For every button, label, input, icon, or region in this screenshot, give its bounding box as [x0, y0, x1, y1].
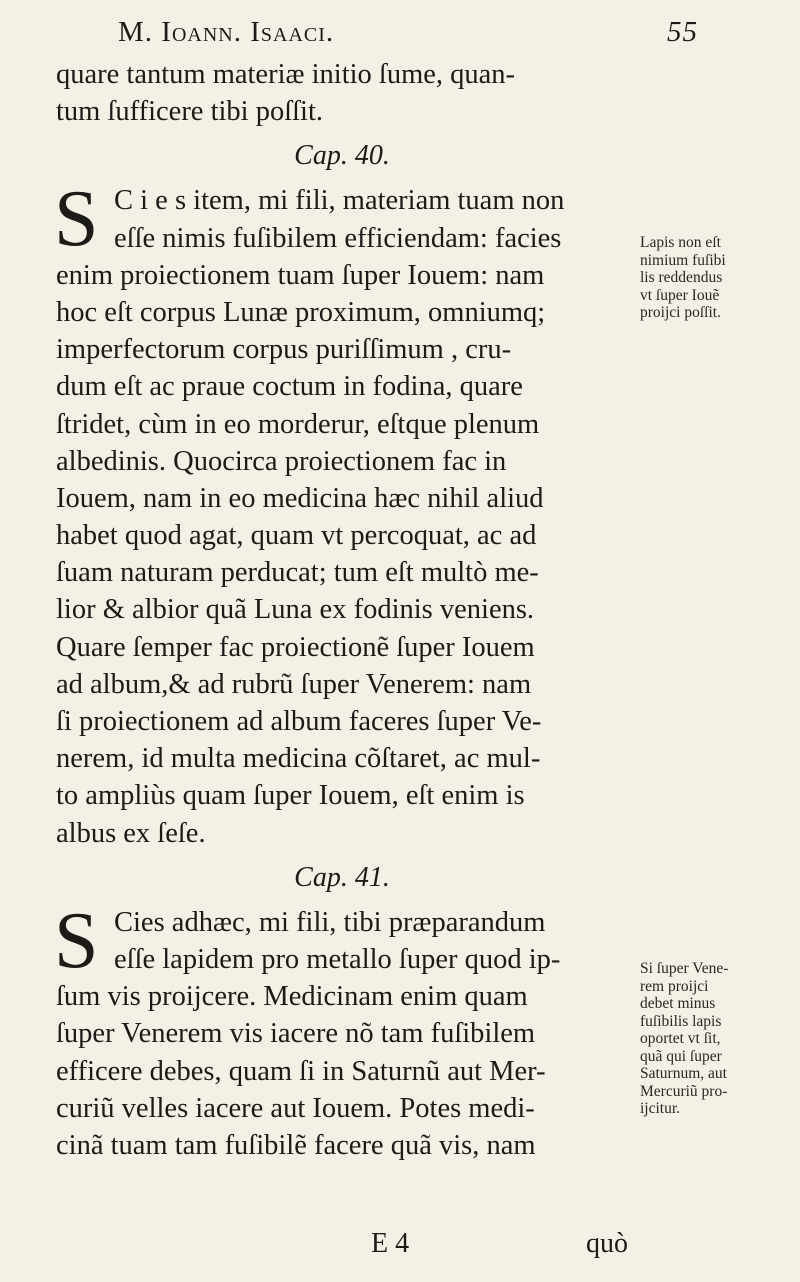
text-line: ad album,& ad rubrũ ſuper Venerem: nam [56, 668, 532, 700]
text-line: imperfectorum corpus puriſſimum , cru- [56, 334, 512, 366]
body-text [56, 56, 628, 1164]
text-line: albedinis. Quocirca proiectionem fac in [56, 445, 507, 477]
margin-note-line: proijci poſſit. [640, 304, 721, 321]
chapter-40-paragraph [54, 175, 628, 851]
text-line: nerem, id multa medicina cõſtaret, ac mul- [56, 743, 541, 775]
margin-note-line: Saturnum, aut [640, 1065, 727, 1082]
text-line: hoc eſt corpus Lunæ proximum, omniumq; [56, 296, 546, 328]
drop-initial: S [54, 175, 99, 264]
text-line: dum eſt ac praue coctum in fodina, quare [56, 371, 523, 403]
text-line: Cies adhæc, mi fili, tibi præparandum [114, 906, 546, 938]
margin-note-line: quã qui ſuper [640, 1047, 722, 1065]
catchword: quò [586, 1228, 628, 1259]
text-line: efficere debes, quam ſi in Saturnũ aut Mer- [56, 1055, 546, 1087]
text-line: enim proiectionem tuam ſuper Iouem: nam [56, 259, 545, 291]
chapter-heading: Cap. 41. [294, 861, 390, 893]
margin-note-line: oportet vt ſit, [640, 1030, 721, 1047]
page-header [118, 14, 698, 54]
drop-initial: S [54, 896, 99, 985]
text-line: lior & albior quã Luna ex fodinis veniens. [56, 594, 535, 626]
margin-note-line: ijcitur. [640, 1100, 681, 1117]
text-line: curiũ velles iacere aut Iouem. Potes medi- [56, 1092, 535, 1124]
margin-note-line: rem proijci [640, 977, 709, 995]
text-line: cinã tuam tam fuſibilẽ facere quã vis, nam [56, 1129, 536, 1161]
text-line: tum ſufficere tibi poſſit. [56, 96, 324, 128]
text-line: eſſe nimis fuſibilem efficiendam: facies [114, 222, 562, 254]
text-line: ſuam naturam perducat; tum eſt multò me- [56, 557, 539, 589]
page-number: 55 [667, 16, 698, 48]
text-line: to ampliùs quam ſuper Iouem, eſt enim is [56, 780, 525, 812]
text-line: Quare ſemper fac proiectionẽ ſuper Iouem [56, 631, 535, 663]
margin-note-chapter-40 [640, 234, 760, 322]
text-line: ſuper Venerem vis iacere nõ tam fuſibilem [56, 1018, 536, 1050]
margin-note-line: Lapis non eſt [640, 234, 721, 251]
running-title: M. Ioann. Isaaci. [118, 16, 335, 48]
signature-mark: E 4 [371, 1228, 410, 1259]
margin-note-line: Si ſuper Vene- [640, 960, 729, 977]
text-line: ſum vis proijcere. Medicinam enim quam [56, 981, 528, 1013]
margin-note-line: vt ſuper Iouẽ [640, 286, 720, 304]
text-line: C i e s item, mi fili, materiam tuam non [114, 185, 565, 217]
margin-note-line: lis reddendus [640, 269, 723, 286]
chapter-heading: Cap. 40. [294, 140, 390, 172]
text-line: ſtridet, cùm in eo morderur, eſtque plenum [56, 408, 540, 440]
margin-note-line: fuſibilis lapis [640, 1012, 722, 1030]
margin-note-line: Mercuriũ pro- [640, 1082, 728, 1100]
margin-note-line: debet minus [640, 995, 716, 1012]
text-line: habet quod agat, quam vt percoquat, ac ad [56, 520, 537, 552]
text-line: Iouem, nam in eo medicina hæc nihil aliud [56, 482, 544, 514]
text-line: quare tantum materiæ initio ſume, quan- [56, 59, 516, 90]
page-footer [56, 1228, 628, 1264]
margin-note-chapter-41 [640, 960, 760, 1118]
margin-note-line: nimium fuſibi [640, 251, 726, 269]
text-line: albus ex ſeſe. [56, 817, 206, 849]
text-line: eſſe lapidem pro metallo ſuper quod ip- [114, 943, 561, 975]
chapter-41-paragraph [54, 896, 628, 1164]
text-line: ſi proiectionem ad album faceres ſuper Ve- [56, 706, 542, 737]
